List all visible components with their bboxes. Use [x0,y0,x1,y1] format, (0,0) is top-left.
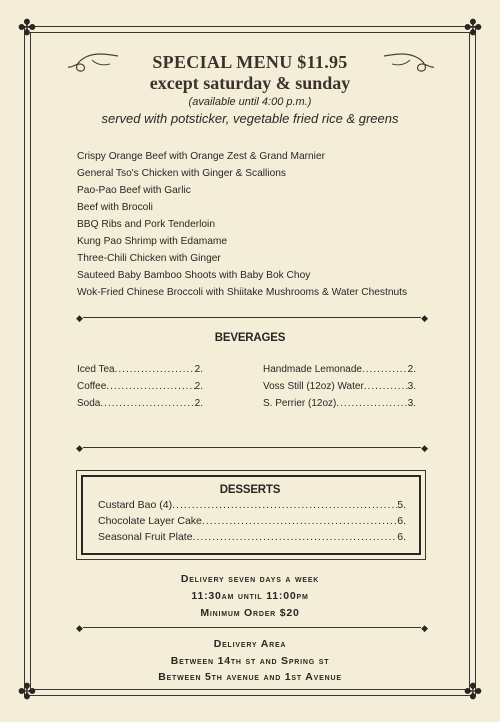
list-item: Three-Chili Chicken with Ginger [77,253,221,264]
beverage-row [263,381,416,392]
list-item: Beef with Brocoli [77,202,153,213]
list-item: Pao-Pao Beef with Garlic [77,185,191,196]
list-item: Crispy Orange Beef with Orange Zest & Grand Marnier [77,151,325,162]
list-item: BBQ Ribs and Pork Tenderloin [77,219,215,230]
beverage-name: Coffee [77,381,107,392]
delivery-days: Delivery seven days a week [180,573,320,585]
dessert-price: 6. [397,515,406,527]
fleur-de-lis-icon: ✤ [463,16,483,41]
beverage-price: 2. [407,364,416,375]
beverage-price: 3. [407,381,416,392]
dessert-price: 5. [397,499,406,511]
delivery-area-avenues: Between 5th avenue and 1st Avenue [158,671,342,683]
beverage-name: Voss Still (12oz) Water [263,381,364,392]
dessert-price: 6. [397,531,406,543]
list-item: Wok-Fried Chinese Broccoli with Shiitake Mushrooms & Water Chestnuts [77,287,408,298]
beverage-row [77,381,203,392]
dessert-name: Chocolate Layer Cake [98,515,202,527]
arrow-end-icon: ◆ [76,443,83,453]
arrow-end-icon: ◆ [421,623,428,633]
arrow-end-icon: ◆ [421,313,428,323]
beverage-row [77,364,203,375]
arrow-end-icon: ◆ [76,313,83,323]
list-item: General Tso's Chicken with Ginger & Scallions [77,168,286,179]
section-divider [78,623,426,633]
served-with-note: served with potsticker, vegetable fried rice & greens [101,111,399,126]
menu-title: SPECIAL MENU $11.95 [152,52,348,72]
minimum-order: Minimum Order $20 [200,607,300,619]
specials-list [77,148,407,301]
dessert-name: Custard Bao (4) [98,499,173,511]
beverage-row [263,398,416,409]
section-divider [78,313,426,323]
beverage-price: 2. [194,381,203,392]
delivery-area-heading: Delivery Area [213,638,287,650]
dessert-name: Seasonal Fruit Plate [98,531,193,543]
beverage-name: Handmade Lemonade [263,364,362,375]
beverage-price: 3. [407,398,416,409]
list-item: Kung Pao Shrimp with Edamame [77,236,228,247]
desserts-heading: DESSERTS [219,484,281,496]
dessert-row [98,515,406,527]
menu-subtitle: except saturday & sunday [149,73,351,93]
fleur-de-lis-icon: ✤ [17,680,37,705]
beverage-price: 2. [194,398,203,409]
beverage-name: Iced Tea [77,364,115,375]
beverage-name: Soda [77,398,101,409]
fleur-de-lis-icon: ✤ [463,680,483,705]
delivery-area-streets: Between 14th st and Spring st [170,655,330,667]
dessert-row [98,499,406,511]
beverage-row [77,398,203,409]
fleur-de-lis-icon: ✤ [17,16,37,41]
section-divider [78,443,426,453]
beverages-heading: BEVERAGES [214,332,286,344]
arrow-end-icon: ◆ [76,623,83,633]
beverage-name: S. Perrier (12oz) [263,398,337,409]
availability-note: (available until 4:00 p.m.) [188,96,312,108]
arrow-end-icon: ◆ [421,443,428,453]
list-item: Sauteed Baby Bamboo Shoots with Baby Bok Choy [77,270,311,281]
dessert-row [98,531,406,543]
delivery-hours: 11:30am until 11:00pm [191,590,309,602]
beverage-row [263,364,416,375]
beverage-price: 2. [194,364,203,375]
